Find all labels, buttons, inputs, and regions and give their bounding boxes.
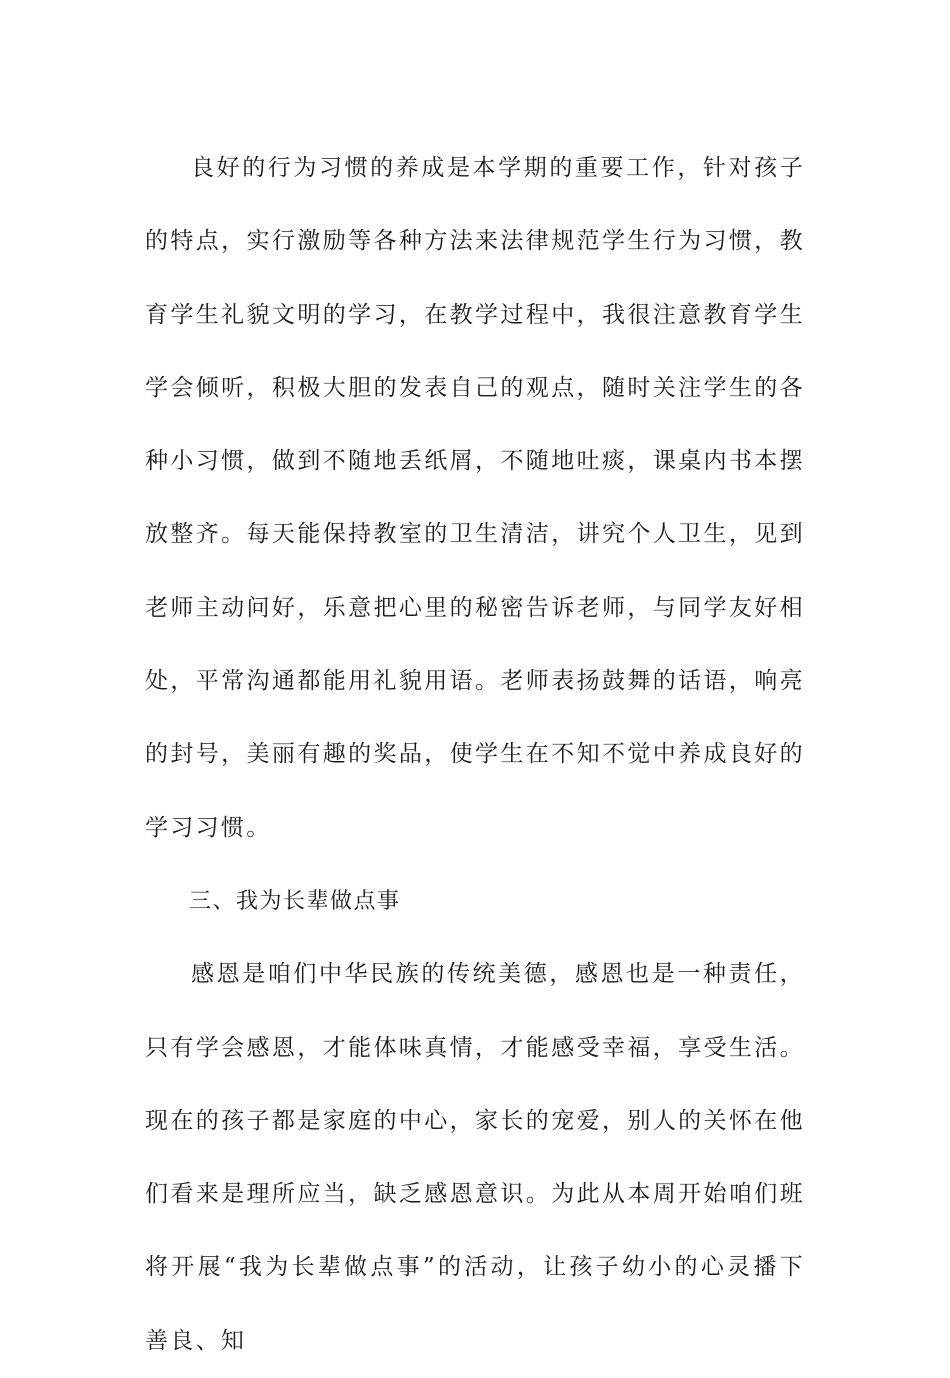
paragraph-gratitude: 感恩是咱们中华民族的传统美德，感恩也是一种责任，只有学会感恩，才能体味真情，才能感受幸福，享受生活。现在的孩子都是家庭的中心，家长的宠爱，别人的关怀在他们看来是理所应当，缺乏感恩意识。为此从本周开始咱们班将开展“我为长辈做点事”的活动，让孩子幼小的心灵播下善良、知: [145, 961, 805, 1354]
paragraph-behavior-habits: 良好的行为习惯的养成是本学期的重要工作，针对孩子的特点，实行激励等各种方法来法律规范学生行为习惯，教育学生礼貌文明的学习，在教学过程中，我很注意教育学生学会倾听，积极大胆的发表自己的观点，随时关注学生的各种小习惯，做到不随地丢纸屑，不随地吐痰，课桌内书本摆放整齐。每天能保持教室的卫生清洁，讲究个人卫生，见到老师主动问好，乐意把心里的秘密告诉老师，与同学友好相处，平常沟通都能用礼貌用语。老师表扬鼓舞的话语，响亮的封号，美丽有趣的奖品，使学生在不知不觉中养成良好的学习习惯。: [145, 155, 805, 841]
section-heading: 三、我为长辈做点事: [189, 888, 401, 914]
document-body: [145, 132, 805, 1378]
